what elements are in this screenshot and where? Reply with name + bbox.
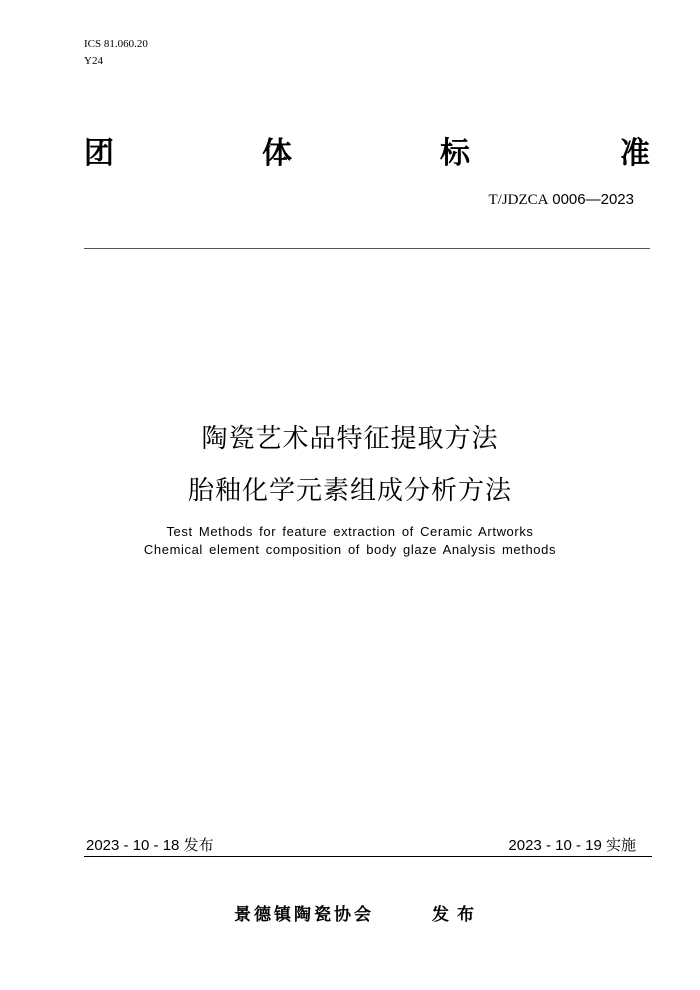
- date-divider: [84, 856, 652, 857]
- publish-label: 发布: [432, 905, 482, 925]
- issue-date-value: 2023 - 10 - 18: [86, 837, 180, 854]
- publisher-name: 景德镇陶瓷协会: [234, 905, 374, 925]
- category-code: Y24: [84, 55, 103, 67]
- standard-code-prefix: T/JDZCA: [488, 192, 549, 208]
- implementation-date: [508, 836, 636, 856]
- issue-date: [86, 836, 214, 856]
- standard-code: [489, 190, 635, 210]
- header-divider: [84, 248, 650, 249]
- standard-type-char-2: 体: [262, 136, 292, 171]
- title-cn-line-2: 胎釉化学元素组成分析方法: [187, 476, 512, 506]
- implementation-date-value: 2023 - 10 - 19: [508, 837, 602, 854]
- issue-date-label: 发布: [183, 837, 214, 854]
- implementation-date-label: 实施: [605, 837, 636, 854]
- standard-code-number: 0006—2023: [552, 191, 634, 208]
- title-en-line-1: Test Methods for feature extraction of Ceramic Artworks: [166, 524, 534, 539]
- ics-code: ICS 81.060.20: [84, 38, 148, 50]
- standard-type-char-3: 标: [440, 136, 470, 171]
- title-en-line-2: Chemical element composition of body glaze Analysis methods: [143, 542, 557, 557]
- standard-type-char-4: 准: [620, 136, 650, 171]
- standard-type-char-1: 团: [84, 136, 114, 171]
- title-cn-line-1: 陶瓷艺术品特征提取方法: [201, 424, 499, 454]
